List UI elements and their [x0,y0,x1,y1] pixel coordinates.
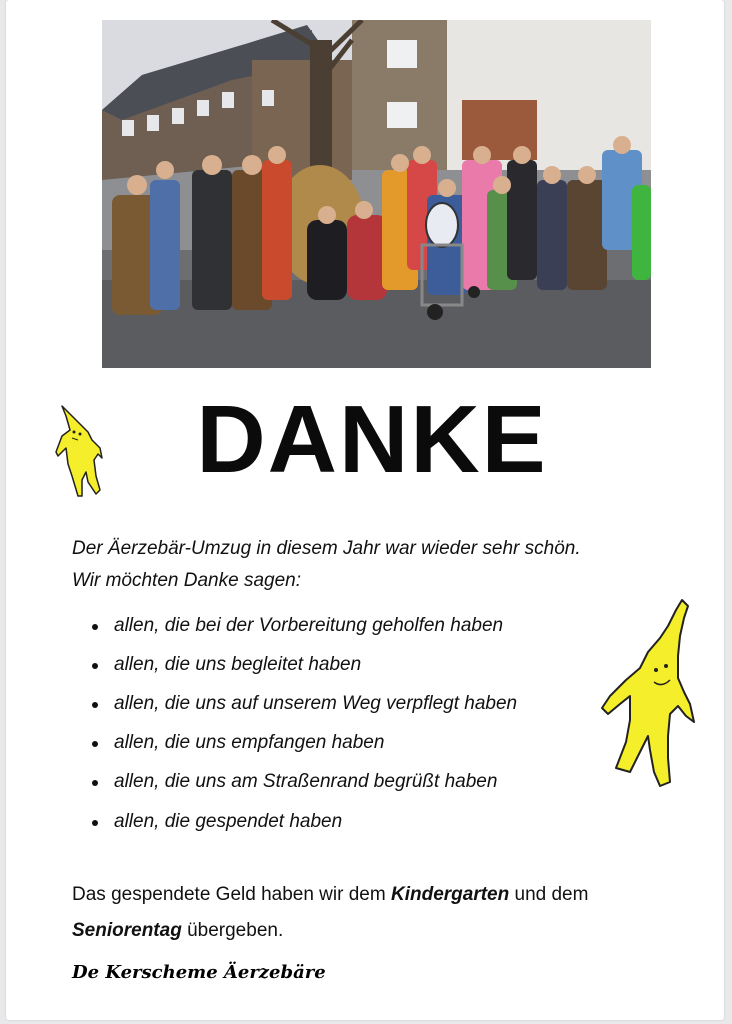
list-item: allen, die gespendet haben [92,802,517,841]
group-photo [102,20,651,368]
list-item: allen, die uns begleitet haben [92,645,517,684]
kindergarten-highlight: Kindergarten [390,884,510,905]
list-item: allen, die bei der Vorbereitung geholfen haben [92,606,517,645]
bullet-icon [92,820,98,826]
bullet-icon [92,780,98,786]
page-title: DANKE [196,386,548,493]
poster-page [6,0,724,1020]
bullet-icon [92,663,98,669]
intro-text [72,533,672,597]
bullet-icon [92,624,98,630]
list-item: allen, die uns am Straßenrand begrüßt haben [92,763,517,802]
straw-bear-figure-icon [596,596,698,790]
intro-line-1: Der Äerzebär-Umzug in diesem Jahr war wieder sehr schön. [72,538,581,559]
list-item: allen, die uns empfangen haben [92,724,517,763]
seniorentag-highlight: Seniorentag [72,920,182,941]
closing-text: Das gespendete Geld haben wir dem Kindergarten und dem Seniorentag übergeben. [72,884,589,941]
straw-bear-figure-icon [52,402,106,500]
thanks-list [92,606,517,841]
signature: De Kerscheme Äerzebäre [72,962,326,983]
bullet-icon [92,741,98,747]
intro-line-2: Wir möchten Danke sagen: [72,570,301,591]
list-item: allen, die uns auf unserem Weg verpflegt haben [92,684,517,723]
bullet-icon [92,702,98,708]
